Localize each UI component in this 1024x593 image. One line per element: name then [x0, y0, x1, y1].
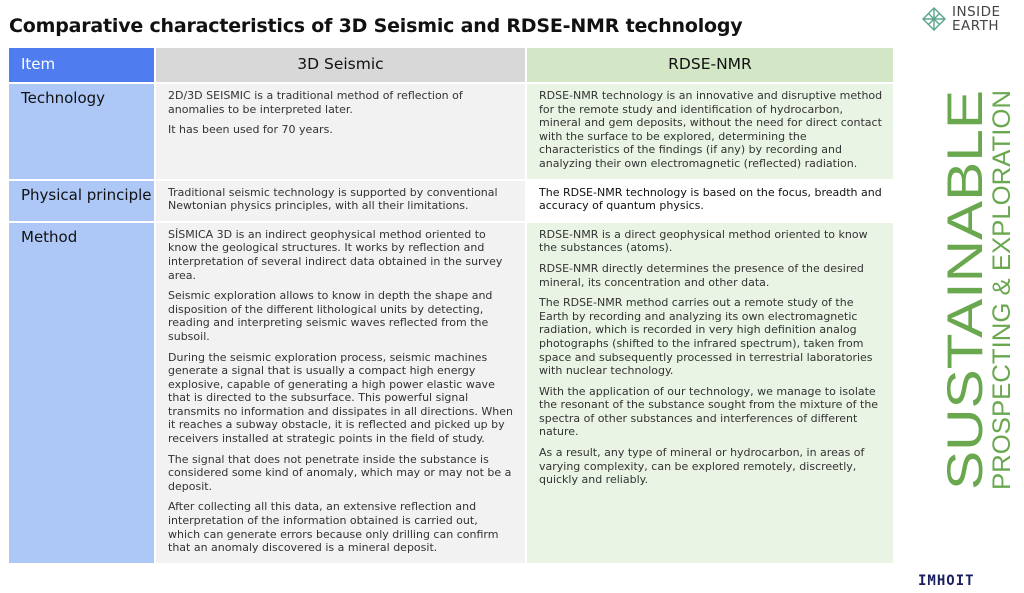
page-title: Comparative characteristics of 3D Seismic and RDSE-NMR technology [9, 15, 743, 37]
row-label-method: Method [9, 223, 156, 565]
table-row-physical-principle [9, 181, 895, 223]
logo-line-1: INSIDE [952, 4, 1001, 20]
nmr-cell-method [527, 223, 895, 565]
nmr-cell-physical-principle [527, 181, 895, 223]
header-rdse-nmr: RDSE-NMR [527, 48, 895, 84]
cell-paragraph: It has been used for 70 years. [168, 123, 333, 137]
cell-paragraph: The signal that does not penetrate inside the substance is considered some kind of anomaly, which may or may not be a deposit. [168, 452, 512, 493]
logo-line-2: EARTH [952, 18, 1000, 34]
cell-paragraph: During the seismic exploration process, seismic machines generate a signal that is usually a compact high energy explosive, capable of generating a high power elastic wave that is directed to the subsurface. This powerful signal transmits no information and dissipates in all directions. When it reaches a subway obstacle, it is reflected and picked up by receivers installed at strategic points in the field of study. [168, 350, 513, 446]
row-label-physical-principle: Physical principle [9, 181, 156, 223]
cell-paragraph: RDSE-NMR technology is an innovative and disruptive method for the remote study and identification of hydrocarbon, mineral and gem deposits, without the need for direct contact with the surface to be explored, determining the characteristics of the findings (if any) by recording and analyzing their own electromagnetic (reflected) radiation. [539, 89, 883, 170]
cell-paragraph: Traditional seismic technology is supported by conventional Newtonian physics principles, with all their limitations. [168, 185, 498, 213]
header-3d-seismic: 3D Seismic [156, 48, 527, 84]
row-label-technology: Technology [9, 84, 156, 181]
cell-paragraph: RDSE-NMR directly determines the presence of the desired mineral, its concentration and other data. [539, 261, 864, 289]
diamond-grid-icon [922, 7, 946, 31]
cell-paragraph: With the application of our technology, we manage to isolate the resonant of the substance sought from the mixture of the spectra of other substances and interferences of different nature. [539, 384, 879, 439]
seismic-cell-method [156, 223, 527, 565]
cell-paragraph: After collecting all this data, an extensive reflection and interpretation of the information obtained is carried out, which can generate errors because only drilling can confirm that an anomaly discovered is a mineral deposit. [168, 500, 499, 555]
cell-paragraph: 2D/3D SEISMIC is a traditional method of reflection of anomalies to be interpreted later. [168, 89, 463, 116]
cell-paragraph: As a result, any type of mineral or hydrocarbon, in areas of varying complexity, can be explored remotely, discreetly, quickly and reliably. [539, 446, 865, 487]
cell-paragraph: Seismic exploration allows to know in depth the shape and disposition of the different lithological units by detecting, reading and interpreting seismic waves reflected from the subsoil. [168, 289, 493, 343]
side-slogan [940, 90, 1020, 495]
cell-paragraph: The RDSE-NMR technology is based on the focus, breadth and accuracy of quantum physics. [539, 185, 882, 213]
side-text-sustainable: SUSTAINABLE [940, 149, 993, 490]
inside-earth-logo [922, 4, 1022, 34]
seismic-cell-technology [156, 84, 527, 181]
side-text-prospecting: PROSPECTING & EXPLORATION [988, 101, 1016, 490]
nmr-cell-technology [527, 84, 895, 181]
comparison-table [9, 48, 895, 565]
cell-paragraph: The RDSE-NMR method carries out a remote study of the Earth by recording and analyzing its own electromagnetic radiation, which is recorded in very high definition analog photographs (shifted to the infrared spectrum), taken from space and subsequently processed in terrestrial laboratories with nuclear technology. [539, 296, 873, 378]
table-row-technology [9, 84, 895, 181]
seismic-cell-physical-principle [156, 181, 527, 223]
imhoit-brand: IMHOIT [918, 573, 975, 589]
header-item: Item [9, 48, 156, 84]
cell-paragraph: RDSE-NMR is a direct geophysical method oriented to know the substances (atoms). [539, 227, 868, 255]
table-row-method [9, 223, 895, 565]
cell-paragraph: SÍSMICA 3D is an indirect geophysical method oriented to know the geological structures. It works by reflection and interpretation of several indirect data obtained in the survey area. [168, 227, 503, 282]
